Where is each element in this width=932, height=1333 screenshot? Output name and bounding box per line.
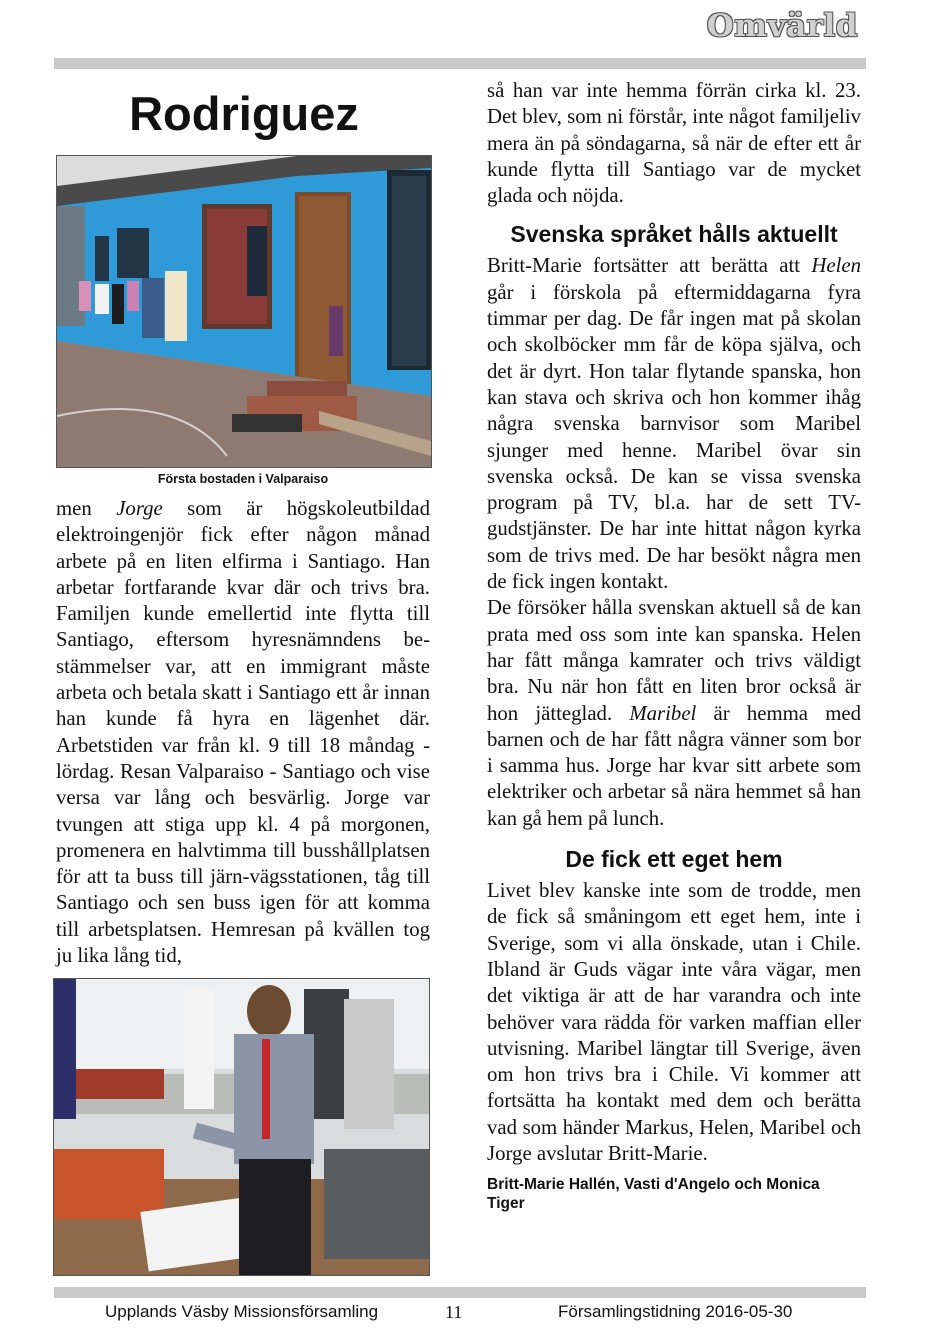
photo-caption: Första bostaden i Valparaiso (157, 472, 329, 486)
footer-page-number: 11 (445, 1302, 463, 1322)
article-title: Rodriguez (129, 87, 359, 140)
paragraph-helen (487, 253, 861, 595)
para1-part-b: går i förskola på eftermiddagarna fyra timmar per dag. De får ingen mat på skolan och skolböcker mm får de köpa själva, och det är dyrt. Hon talar flytande spanska, hon kan stava och skriva och hon kommer ihåg några svenska barnvisor som Maribel sjunger med henne. Maribel övar sin svenska också. De kan se vissa svenska program på TV, bl.a. har de sett TV-gudstjänster. De har inte hittat någon kyrka som de trivs med. De har besökt några men de fick ingen kontakt. (487, 280, 861, 594)
footer-organization: Upplands Väsby Missionsförsamling (105, 1302, 379, 1321)
workshop-illustration (54, 979, 429, 1275)
name-maribel: Maribel (629, 701, 697, 725)
para2-part-b: är hemma med barnen och de har fått några vänner som bor i samma hus. Jorge har kvar sitt arbete som elektriker och arbetar så nära hemmet så han kan gå hem på lunch. (487, 701, 861, 830)
left-text-part: som är högskoleutbildad elektroingenjör fick efter någon månad arbete på en liten elfirma i Santiago. Han arbetar fortfarande kvar där och trivs bra. Familjen kunde emellertid inte flytta till Santiago, eftersom hyresnämndens be-stämmelser var, att en immigrant måste arbeta och betala skatt i Santiago ett år innan han kunde få hyra en lägenhet där. Arbetstiden var från kl. 9 till 18 måndag - lördag. Resan Valparaiso - Santiago och vise versa var lång och besvärlig. Jorge var tvungen att stiga upp kl. 4 på morgonen, promenera en halvtimma till busshållplatsen för att ta buss till järn-vägsstationen, tåg till Santiago och sen buss igen för att komma till arbetsplatsen. Hemresan på kvällen tog ju lika lång tid, (56, 497, 430, 968)
subheading-svenska: Svenska språket hålls aktuellt (510, 221, 838, 248)
right-intro-paragraph: så han var inte hemma förrän cirka kl. 23. Det blev, som ni förstår, inte något familjeliv mera än på söndagarna, så när de efter ett år kunde flytta till Santiago var de mycket glada och nöjda. (487, 79, 861, 208)
authors-byline: Britt-Marie Hallén, Vasti d'Angelo och Monica Tiger (487, 1176, 820, 1213)
name-jorge: Jorge (116, 497, 163, 520)
paragraph-svenskan (487, 595, 861, 832)
left-column (56, 70, 432, 160)
para1-part-a: Britt-Marie fortsätter att berätta att (487, 254, 812, 278)
left-body-text (56, 496, 430, 969)
bottom-rule (54, 1287, 866, 1298)
house-photo (56, 155, 432, 468)
para2-part-a: De försöker hålla svenskan aktuell så de kan prata med oss som inte kan spanska. Helen har fått många kamrater och trivs väldigt bra. Nu när hon fått en liten bror också är hon jätteglad. (487, 596, 861, 725)
footer-publication: Församlingstidning 2016-05-30 (558, 1302, 793, 1321)
workshop-photo (53, 978, 430, 1276)
subheading-eget-hem: De fick ett eget hem (565, 846, 783, 873)
name-helen: Helen (811, 254, 861, 278)
left-text-part: men (56, 497, 117, 520)
section-label: Omvärld (706, 8, 858, 44)
top-rule (54, 58, 866, 69)
right-column (487, 78, 861, 1213)
house-illustration (57, 156, 431, 467)
paragraph-livet: Livet blev kanske inte som de trodde, men de fick så småningom ett eget hem, inte i Sverige, som vi alla önskade, utan i Chile. Ibland är Guds vägar inte våra vägar, men det viktiga är att de har varandra och inte behöver vara rädda för varken maffian eller utvisning. Maribel längtar till Sverige, även om hon trivs bra i Chile. Vi kommer att fortsätta ha kontakt med dem och berätta vad som händer Markus, Helen, Maribel och Jorge avslutar Britt-Marie. (487, 879, 861, 1165)
